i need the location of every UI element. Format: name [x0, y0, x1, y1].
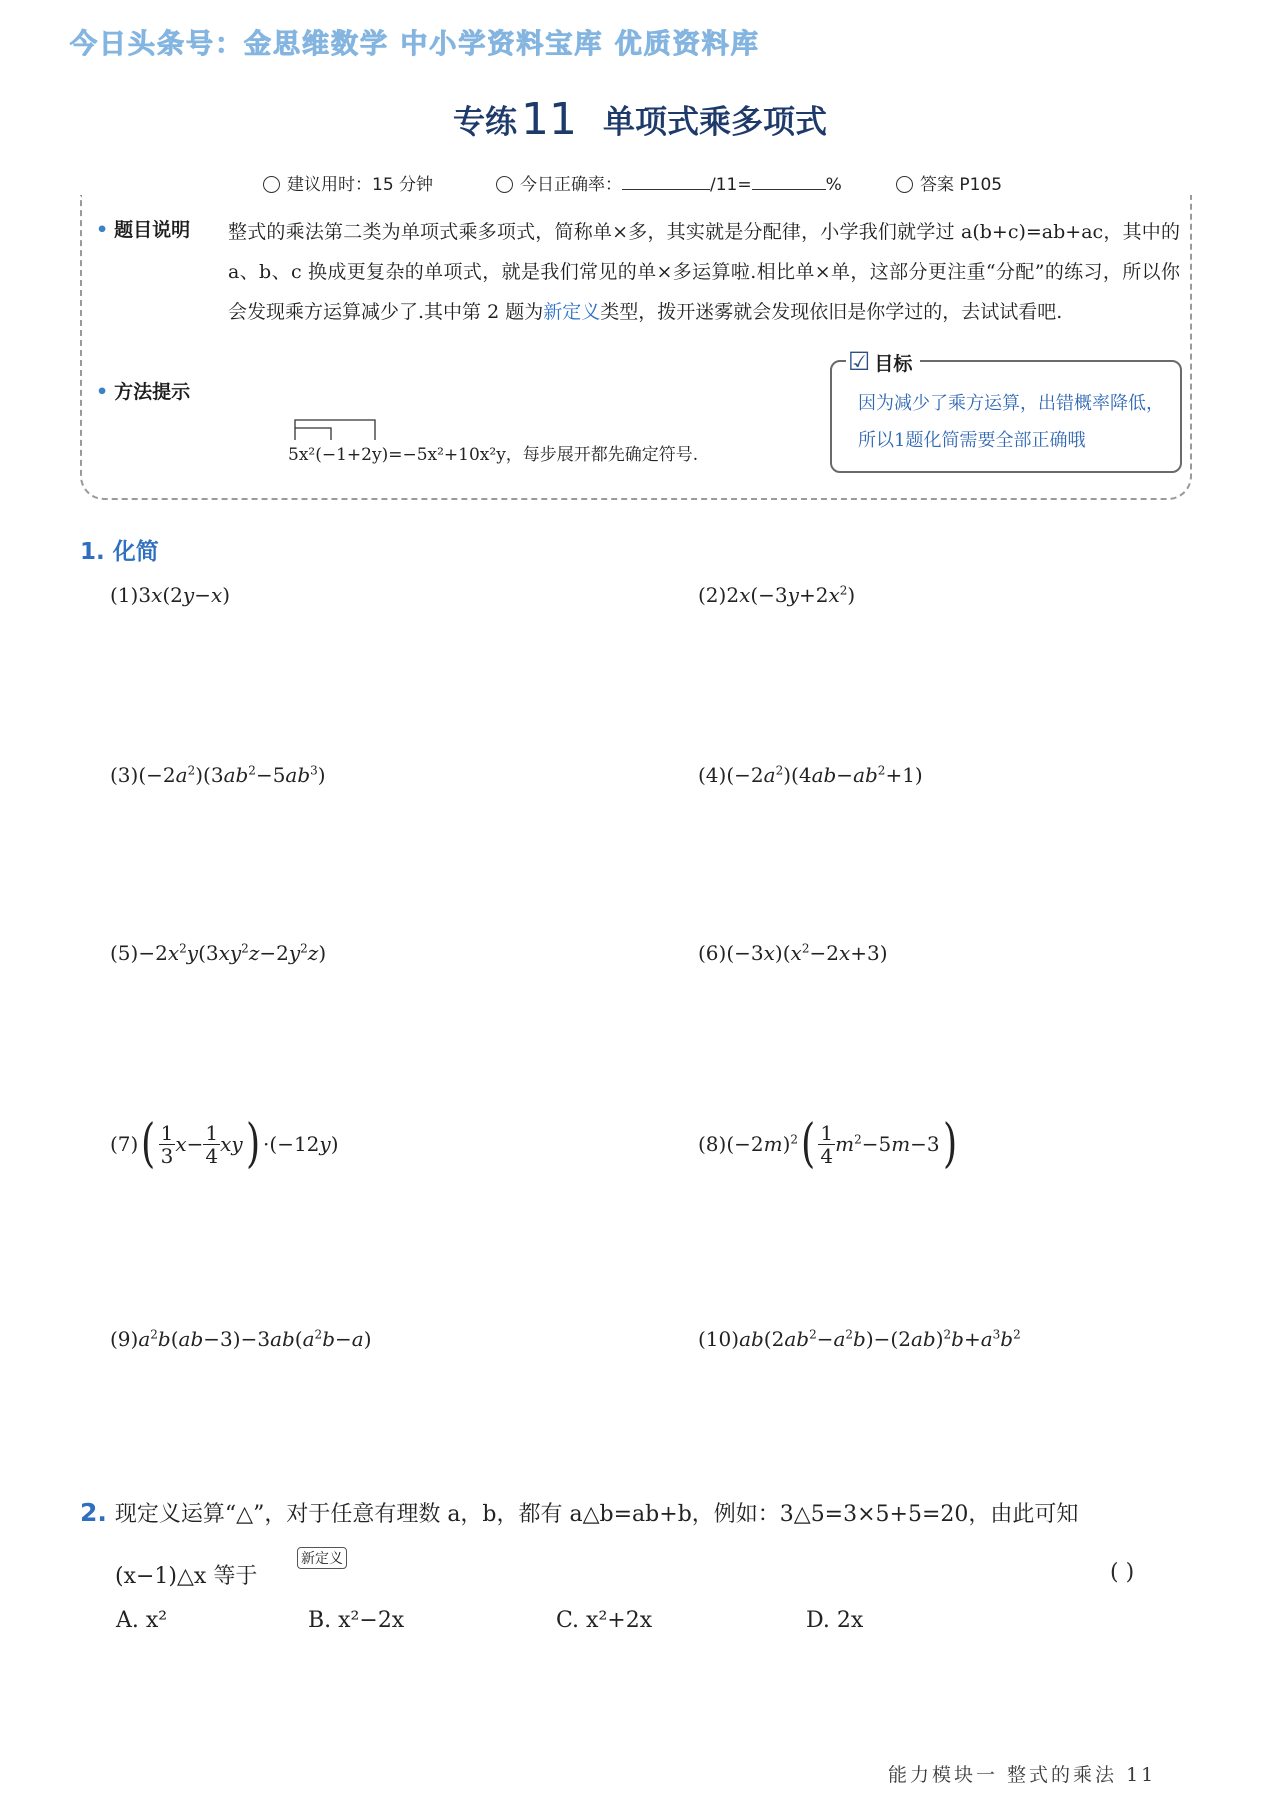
question-2-stem-line2: (x−1)△x 等于 [115, 1564, 258, 1589]
problem-3: $(3)(-2a^2)(3ab^2-5ab^3)$ [110, 763, 326, 787]
accuracy-blank-2[interactable] [752, 175, 826, 190]
section-title: 1. 化简 [80, 539, 159, 565]
problem-6: $(6)(-3x)(x^2-2x+3)$ [698, 941, 888, 965]
check-circle-icon [496, 176, 513, 193]
problem-8: $(8)(-2m)^2$( $\frac{1}{4}$ $m^2-5m-3$) [698, 1114, 957, 1174]
new-definition-tag: 新定义 [297, 1547, 347, 1569]
option-c[interactable]: C. x²+2x [556, 1608, 653, 1633]
question-2-stem: 2. 现定义运算“△”，对于任意有理数 a，b，都有 a△b=ab+b，例如：3△5=3×5+5=20，由此可知 [80, 1498, 1079, 1527]
problem-9: $(9)a^2b(ab-3)-3ab(a^2b-a)$ [110, 1327, 372, 1351]
answer-reference: 答案 P105 [896, 170, 1002, 195]
target-label: ☑ 目标 [846, 347, 920, 376]
clock-icon [263, 176, 280, 193]
intro-description: 整式的乘法第二类为单项式乘多项式，简称单×多，其实就是分配律，小学我们就学过 a(b+c)=ab+ac，其中的 a、b、c 换成更复杂的单项式，就是我们常见的单×多运算啦.相比单×单，这部分更注重“分配”的练习，所以你会发现乘方运算减少了.其中第 2 题为新定义类型，拨开迷雾就会发现依旧是你学过的，去试试看吧. [228, 221, 1180, 323]
problem-2: $(2)2x(-3y+2x^2)$ [698, 583, 856, 607]
watermark-text: 今日头条号：金思维数学 中小学资料宝库 优质资料库 [70, 29, 760, 60]
answer-blank[interactable]: ( ) [1110, 1560, 1135, 1585]
page-footer: 能力模块一 整式的乘法 11 [888, 1764, 1157, 1786]
answer-icon [896, 176, 913, 193]
title-number: 11 [521, 94, 577, 145]
suggested-time: 建议用时：15 分钟 [263, 170, 433, 195]
new-definition-highlight: 新定义 [543, 301, 601, 323]
distribution-bracket [293, 418, 377, 442]
problem-5: $(5)-2x^2y(3xy^2z-2y^2z)$ [110, 941, 327, 965]
accuracy-rate: 今日正确率： /11= % [496, 170, 842, 195]
checkbox-icon: ☑ [848, 347, 871, 376]
problem-4: $(4)(-2a^2)(4ab-ab^2+1)$ [698, 763, 923, 787]
method-equation: 5x²(−1+2y)=−5x²+10x²y，每步展开都先确定符号. [288, 445, 699, 465]
title-prefix: 专练 [452, 102, 517, 141]
intro-label: • 题目说明 [96, 219, 191, 241]
title-name: 单项式乘多项式 [603, 102, 828, 141]
problem-10: $(10)ab(2ab^2-a^2b)-(2ab)^2b+a^3b^2$ [698, 1327, 1021, 1351]
option-b[interactable]: B. x²−2x [308, 1608, 405, 1633]
target-text: 因为减少了乘方运算，出错概率降低，所以1题化简需要全部正确哦 [858, 393, 1164, 451]
option-a[interactable]: A. x² [116, 1608, 168, 1633]
problem-1: (1)3x(2y−x) [110, 583, 231, 607]
option-d[interactable]: D. 2x [806, 1608, 864, 1633]
problem-7: (7)( $\frac{1}{3}$ x− $\frac{1}{4}$ xy) ·(−12y) [110, 1114, 339, 1174]
page-title [0, 94, 1280, 145]
method-label: • 方法提示 [96, 381, 191, 403]
accuracy-blank-1[interactable] [622, 175, 710, 190]
